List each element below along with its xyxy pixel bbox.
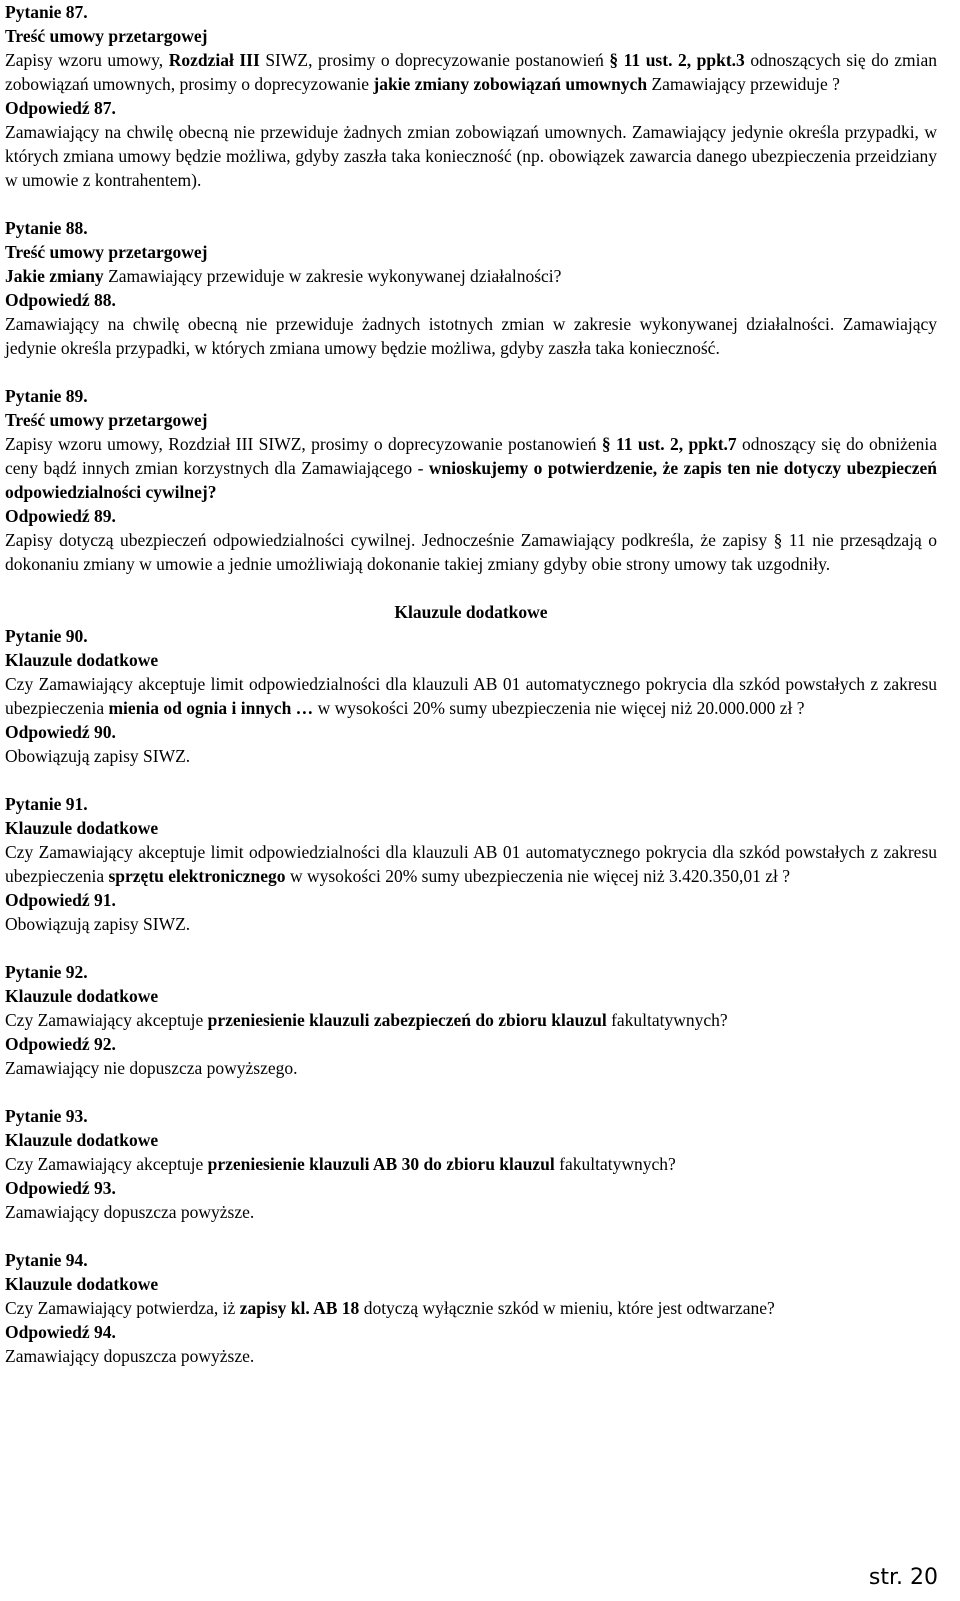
answer-label: Odpowiedź 87. xyxy=(5,98,116,118)
question-text: Zapisy wzoru umowy, Rozdział III SIWZ, prosimy o doprecyzowanie postanowień § 11 ust. 2, ppkt.7 odnoszący się do obniżenia ceny bądź innych zmian korzystnych dla Zamawiającego - wnioskujemy o potwierdzenie, że zapis ten nie dotyczy ubezpieczeń odpowiedzialności cywilnej? xyxy=(5,434,938,502)
answer-text: Zamawiający nie dopuszcza powyższego. xyxy=(5,1058,298,1078)
question-section: Klauzule dodatkowe xyxy=(5,650,159,670)
question-label: Pytanie 87. xyxy=(5,2,88,22)
question-text: Czy Zamawiający akceptuje przeniesienie klauzuli zabezpieczeń do zbioru klauzul fakultatywnych? xyxy=(5,1010,728,1030)
answer-label: Odpowiedź 94. xyxy=(5,1322,116,1342)
answer-text: Zamawiający dopuszcza powyższe. xyxy=(5,1202,255,1222)
question-text: Czy Zamawiający potwierdza, iż zapisy kl. AB 18 dotyczą wyłącznie szkód w mieniu, które jest odtwarzane? xyxy=(5,1298,775,1318)
question-text: Jakie zmiany Zamawiający przewiduje w zakresie wykonywanej działalności? xyxy=(5,266,562,286)
answer-text: Zapisy dotyczą ubezpieczeń odpowiedzialności cywilnej. Jednocześnie Zamawiający podkreśla, że zapisy § 11 nie przesądzają o dokonaniu zmiany w umowie a jednie umożliwiają dokonanie takiej zmiany gdyby obie strony umowy tak uzgodniły. xyxy=(5,530,937,574)
question-92 xyxy=(5,960,937,1080)
question-label: Pytanie 91. xyxy=(5,794,88,814)
document-page xyxy=(5,0,937,1368)
answer-label: Odpowiedź 93. xyxy=(5,1178,116,1198)
question-94 xyxy=(5,1248,937,1368)
question-section: Klauzule dodatkowe xyxy=(5,1130,159,1150)
question-section: Klauzule dodatkowe xyxy=(5,1274,159,1294)
answer-text: Zamawiający na chwilę obecną nie przewiduje żadnych zmian zobowiązań umownych. Zamawiający jedynie określa przypadki, w których zmiana umowy będzie możliwa, gdyby zaszła taka konieczność (np. obowiązek zawarcia danego ubezpieczenia przeidziany w umowie z kontrahentem). xyxy=(5,122,937,190)
question-label: Pytanie 92. xyxy=(5,962,88,982)
answer-label: Odpowiedź 90. xyxy=(5,722,116,742)
question-text: Czy Zamawiający akceptuje limit odpowiedzialności dla klauzuli AB 01 automatycznego pokrycia dla szkód powstałych z zakresu ubezpieczenia mienia od ognia i innych … w wysokości 20% sumy ubezpieczenia nie więcej niż 20.000.000 zł ? xyxy=(5,674,937,718)
question-88 xyxy=(5,216,937,360)
question-label: Pytanie 93. xyxy=(5,1106,88,1126)
question-section: Klauzule dodatkowe xyxy=(5,818,159,838)
question-93 xyxy=(5,1104,937,1224)
answer-label: Odpowiedź 88. xyxy=(5,290,116,310)
question-label: Pytanie 89. xyxy=(5,386,88,406)
question-section: Klauzule dodatkowe xyxy=(5,986,159,1006)
question-section: Treść umowy przetargowej xyxy=(5,26,208,46)
answer-label: Odpowiedź 91. xyxy=(5,890,116,910)
question-89 xyxy=(5,384,937,576)
question-91 xyxy=(5,792,937,936)
page-number: str. 20 xyxy=(868,1565,938,1590)
question-87 xyxy=(5,0,937,192)
section-heading: Klauzule dodatkowe xyxy=(394,602,548,622)
question-label: Pytanie 88. xyxy=(5,218,88,238)
question-90 xyxy=(5,624,937,768)
answer-text: Zamawiający na chwilę obecną nie przewiduje żadnych istotnych zmian w zakresie wykonywanej działalności. Zamawiający jedynie określa przypadki, w których zmiana umowy będzie możliwa, gdyby zaszła taka konieczność. xyxy=(5,314,937,358)
answer-label: Odpowiedź 89. xyxy=(5,506,116,526)
answer-text: Obowiązują zapisy SIWZ. xyxy=(5,746,191,766)
answer-text: Zamawiający dopuszcza powyższe. xyxy=(5,1346,255,1366)
question-label: Pytanie 94. xyxy=(5,1250,88,1270)
question-label: Pytanie 90. xyxy=(5,626,88,646)
question-text: Zapisy wzoru umowy, Rozdział III SIWZ, prosimy o doprecyzowanie postanowień § 11 ust. 2, ppkt.3 odnoszących się do zmian zobowiązań umownych, prosimy o doprecyzowanie jakie zmiany zobowiązań umownych Zamawiający przewiduje ? xyxy=(5,50,937,94)
question-section: Treść umowy przetargowej xyxy=(5,242,208,262)
answer-text: Obowiązują zapisy SIWZ. xyxy=(5,914,191,934)
question-text: Czy Zamawiający akceptuje limit odpowiedzialności dla klauzuli AB 01 automatycznego pokrycia dla szkód powstałych z zakresu ubezpieczenia sprzętu elektronicznego w wysokości 20% sumy ubezpieczenia nie więcej niż 3.420.350,01 zł ? xyxy=(5,842,937,886)
answer-label: Odpowiedź 92. xyxy=(5,1034,116,1054)
question-section: Treść umowy przetargowej xyxy=(5,410,208,430)
question-text: Czy Zamawiający akceptuje przeniesienie klauzuli AB 30 do zbioru klauzul fakultatywnych? xyxy=(5,1154,676,1174)
